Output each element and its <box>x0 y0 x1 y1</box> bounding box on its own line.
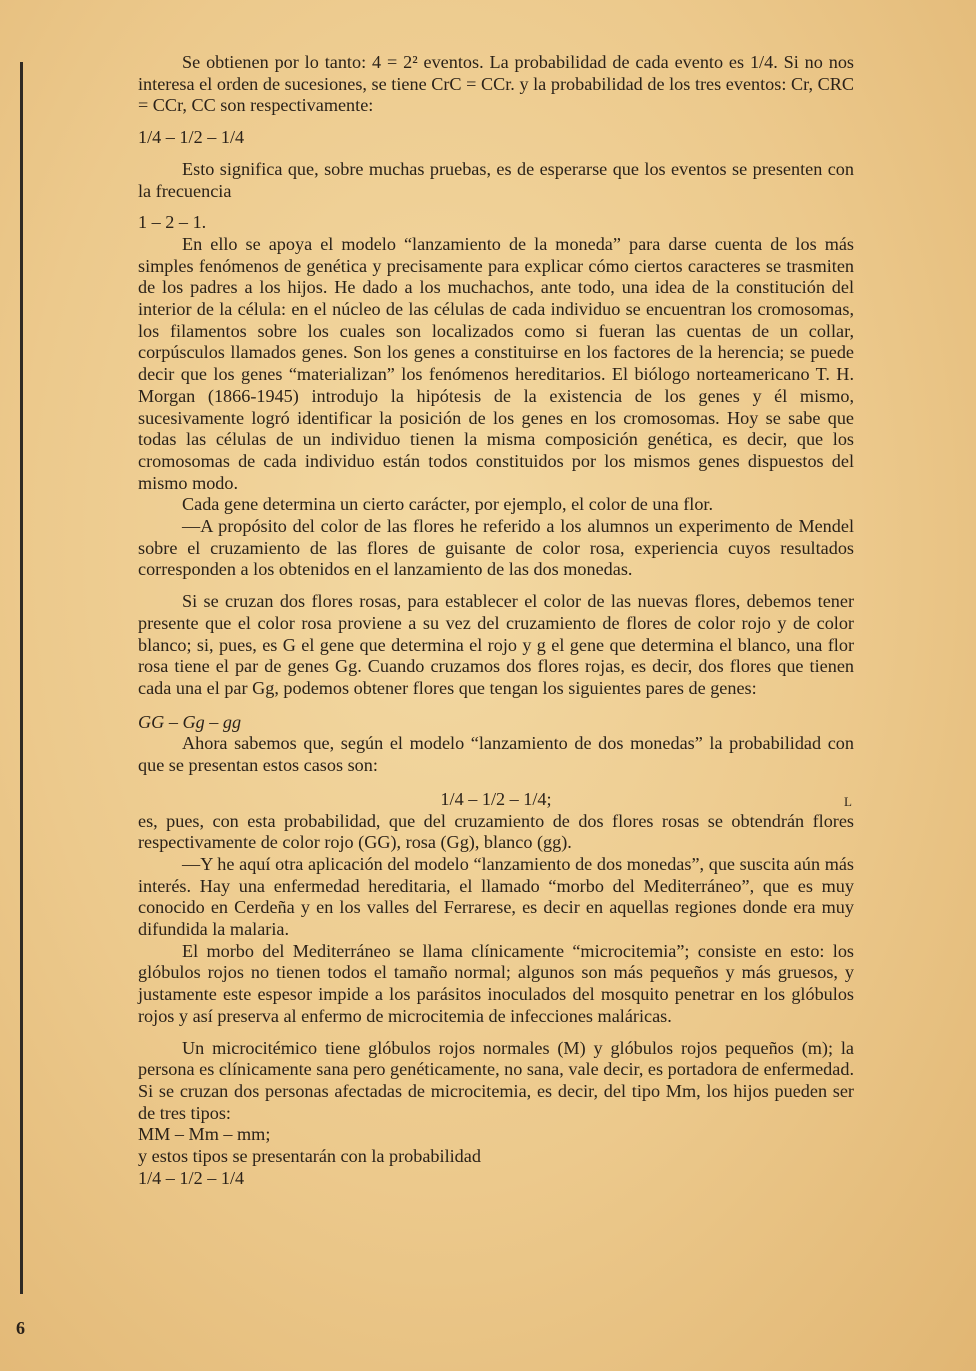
paragraph-two-coins: Ahora sabemos que, según el modelo “lanzamiento de dos monedas” la probabilidad con que se presentan estos casos son: <box>138 733 854 776</box>
equation-frequency: 1 – 2 – 1. <box>138 212 207 233</box>
paragraph-microcytemia: El morbo del Mediterráneo se llama clínicamente “microcitemia”; consiste en esto: los glóbulos rojos no tienen todos el tamaño normal; algunos son más pequeños y más gruesos, y justamente este espesor impide a los parásitos inoculados del mosquito penetrar en los glóbulos rojos y así preserva al enfermo de microcitemia de infecciones maláricas. <box>138 940 854 1026</box>
paragraph-frequency: Esto significa que, sobre muchas pruebas, es de esperarse que los eventos se presenten con la frecuencia <box>138 158 854 201</box>
margin-mark: L <box>844 793 852 809</box>
paragraph-carrier: Un microcitémico tiene glóbulos rojos normales (M) y glóbulos rojos pequeños (m); la persona es clínicamente sana pero genéticamente, no sana, vale decir, es portadora de enfermedad. Si se cruzan dos personas afectadas de microcitemia, es decir, del tipo Mm, los hijos pueden ser de tres tipos: <box>138 1037 854 1123</box>
equation-probabilities: 1/4 – 1/2 – 1/4 <box>138 127 245 148</box>
equation-genes: GG – Gg – gg <box>138 711 242 732</box>
page-number: 6 <box>16 1318 25 1338</box>
paragraph-coin-model: En ello se apoya el modelo “lanzamiento de la moneda” para darse cuenta de los más simples fenómenos de genética y precisamente para explicar cómo ciertos caracteres se trasmiten de los padres a los hijos. He dado a los muchachos, ante todo, una idea de la constitución del interior de la célula: en el núcleo de las células de cada individuo se encuentran los cromosomas, los filamentos sobre los cuales son localizados como si fueran las cuentas de un collar, corpúsculos llamados genes. Son los genes a constituirse en los factores de la herencia; se puede decir que los genes “materializan” los fenómenos hereditarios. El biólogo norteamericano T. H. Morgan (1866-1945) introdujo la hipótesis de la existencia de los genes y él mismo, sucesivamente logró identificar la posición de los genes en los cromosomas. Hoy se sabe que todas las células de un individuo tienen la misma composición genética, es decir, que los cromosomas de cada individuo están todos constituidos por los mismos genes dispuestos del mismo modo. <box>138 233 854 493</box>
paragraph-probability-intro: y estos tipos se presentarán con la probabilidad <box>138 1146 481 1167</box>
equation-types: MM – Mm – mm; <box>138 1124 271 1145</box>
paragraph-events: Se obtienen por lo tanto: 4 = 2² eventos. La probabilidad de cada evento es 1/4. Si no nos interesa el orden de sucesiones, se tiene CrC = CCr. y la probabilidad de los tres eventos: Cr, CRC = CCr, CC son respectivamente: <box>138 52 854 116</box>
equation-probabilities-3: 1/4 – 1/2 – 1/4 <box>138 1167 245 1188</box>
body-text <box>138 52 854 1189</box>
paragraph-mendel: —A propósito del color de las flores he referido a los alumnos un experimento de Mendel sobre el cruzamiento de las flores de guisante de color rosa, experiencia cuyos resultados corresponden a los obtenidos en el lanzamiento de las dos monedas. <box>138 516 854 580</box>
paragraph-mediterranean: —Y he aquí otra aplicación del modelo “lanzamiento de dos monedas”, que suscita aún más interés. Hay una enfermedad hereditaria, el llamado “morbo del Mediterráneo”, que es muy conocido en Cerdeña y en los valles del Ferrarese, es decir en aquellas regiones donde era muy difundida la malaria. <box>138 853 854 940</box>
paragraph-flower-result: es, pues, con esta probabilidad, que del cruzamiento de dos flores rosas se obtendrán flores respectivamente de color rojo (GG), rosa (Gg), blanco (gg). <box>138 810 854 853</box>
margin-rule <box>20 62 23 1294</box>
equation-probabilities-2: 1/4 – 1/2 – 1/4; <box>440 788 552 809</box>
paragraph-pink-flowers: Si se cruzan dos flores rosas, para establecer el color de las nuevas flores, debemos tener presente que el color rosa proviene a su vez del cruzamiento de flores de color rojo y de color blanco; si, pues, es G el gene que determina el rojo y g el gene que determina el blanco, una flor rosa tiene el par de genes Gg. Cuando cruzamos dos flores rojas, es decir, dos flores que tienen cada una el par Gg, podemos obtener flores que tengan los siguientes pares de genes: <box>138 591 854 698</box>
paragraph-gene-character: Cada gene determina un cierto carácter, por ejemplo, el color de una flor. <box>182 494 714 515</box>
equation-row <box>138 789 854 811</box>
